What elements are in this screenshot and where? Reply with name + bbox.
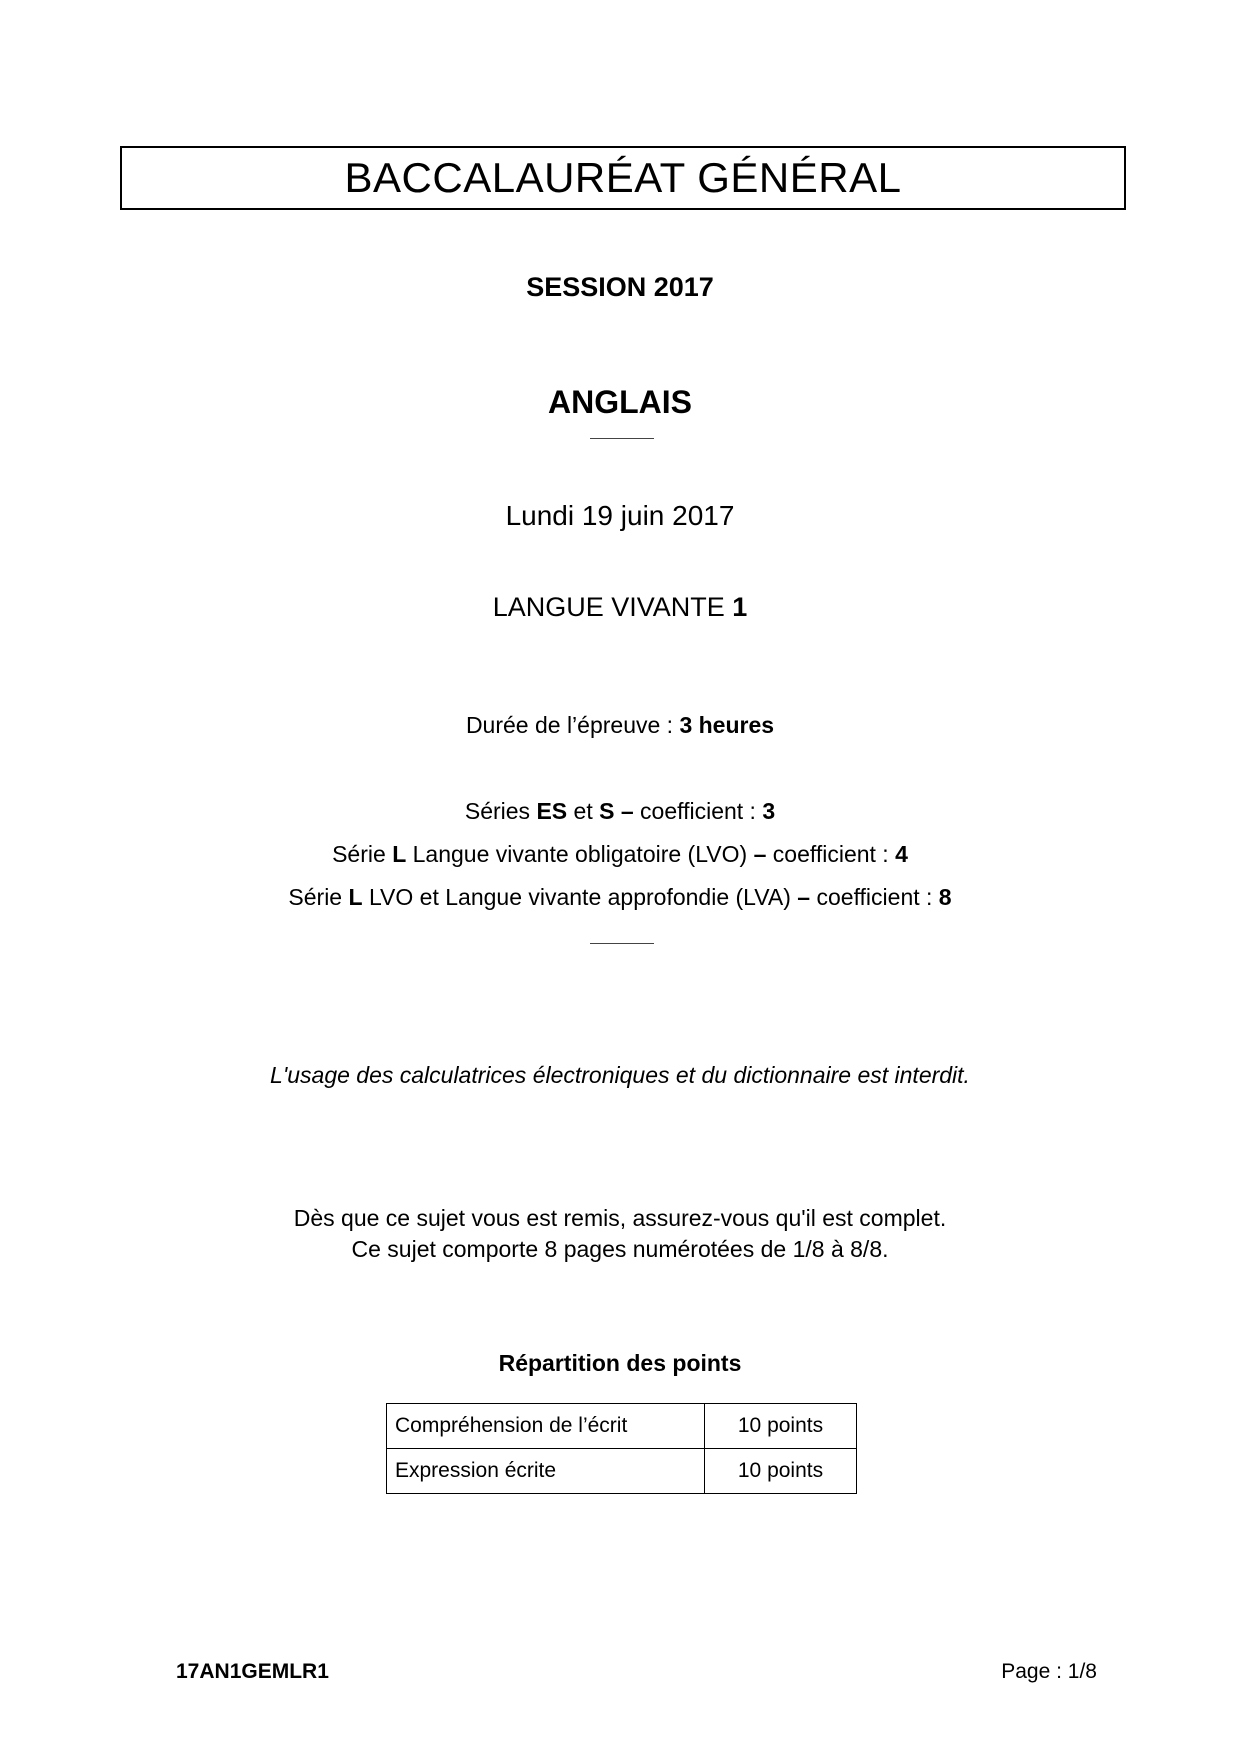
serie-dash: – (614, 798, 641, 824)
langue-label: LANGUE VIVANTE (492, 592, 733, 622)
serie-text: Séries (464, 798, 537, 824)
serie-text: coefficient : (810, 884, 939, 910)
serie-text: Série (332, 841, 393, 867)
page-count-notice: Ce sujet comporte 8 pages numérotées de 1/8 à 8/8. (351, 1236, 889, 1262)
separator-rule (590, 943, 654, 944)
points-label: Expression écrite (387, 1449, 705, 1494)
session-heading: SESSION 2017 (526, 272, 714, 302)
subject-heading: ANGLAIS (548, 384, 692, 420)
points-label: Compréhension de l’écrit (387, 1404, 705, 1449)
langue-vivante-line (0, 592, 1240, 623)
serie-es-s-line (0, 798, 1240, 825)
points-title: Répartition des points (498, 1350, 742, 1376)
subject-code: 17AN1GEMLR1 (176, 1660, 329, 1683)
page-number: Page : 1/8 (1001, 1660, 1097, 1683)
serie-coefficient: 4 (895, 841, 908, 867)
serie-code: ES (536, 798, 568, 824)
points-table (386, 1403, 857, 1494)
table-row (387, 1404, 857, 1449)
serie-text: Langue vivante obligatoire (LVO) (406, 841, 754, 867)
serie-code: L (348, 884, 363, 910)
serie-text: coefficient : (640, 798, 763, 824)
completeness-notice: Dès que ce sujet vous est remis, assurez-vous qu'il est complet. (293, 1205, 947, 1231)
exam-title: BACCALAURÉAT GÉNÉRAL (120, 146, 1126, 210)
serie-coefficient: 8 (938, 884, 952, 910)
points-value: 10 points (705, 1404, 857, 1449)
duree-label: Durée de l’épreuve : (465, 712, 680, 738)
serie-l-lvo-line (0, 841, 1240, 868)
langue-number: 1 (732, 592, 748, 622)
serie-text: coefficient : (766, 841, 896, 867)
serie-dash: – (797, 884, 811, 910)
serie-dash: – (753, 841, 767, 867)
serie-code: S (599, 798, 615, 824)
points-value: 10 points (705, 1449, 857, 1494)
calculator-notice: L'usage des calculatrices électroniques et du dictionnaire est interdit. (270, 1062, 970, 1088)
duree-line (0, 712, 1240, 739)
serie-l-lva-line (0, 884, 1240, 911)
serie-code: L (392, 841, 407, 867)
duree-value: 3 heures (679, 712, 775, 738)
serie-coefficient: 3 (762, 798, 776, 824)
separator-rule (590, 438, 654, 439)
serie-text: Série (288, 884, 349, 910)
serie-text: LVO et Langue vivante approfondie (LVA) (362, 884, 798, 910)
exam-date: Lundi 19 juin 2017 (505, 500, 735, 531)
serie-text: et (567, 798, 600, 824)
table-row (387, 1449, 857, 1494)
